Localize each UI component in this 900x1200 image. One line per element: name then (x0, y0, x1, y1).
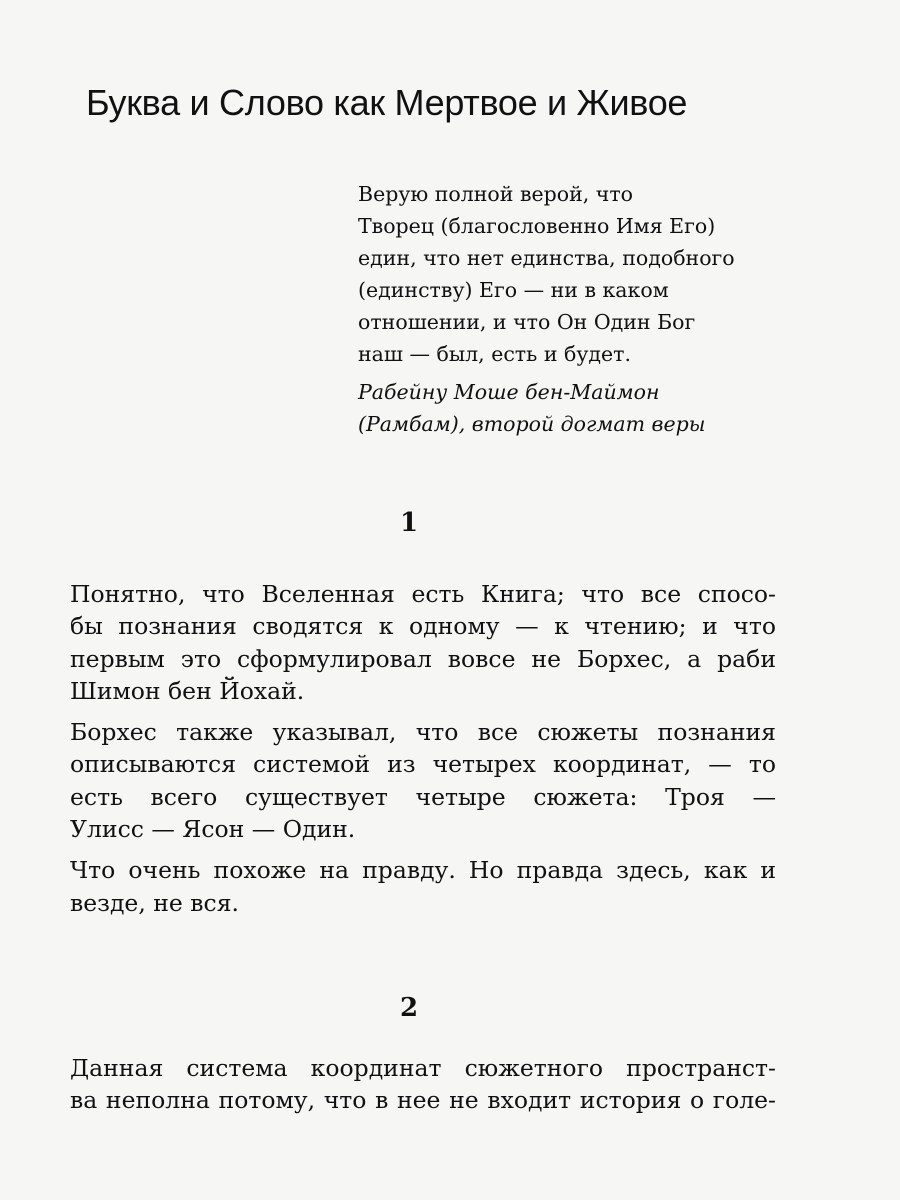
paragraph (70, 716, 776, 845)
epigraph-attribution (358, 376, 778, 440)
epigraph-line: отношении, и что Он Один Бог (358, 310, 696, 334)
section-2-body (70, 1052, 776, 1126)
paragraph (70, 854, 776, 919)
paragraph (70, 1052, 776, 1117)
text-line: Борхес также указывал, что все сюжеты познания (70, 718, 776, 747)
text-line: везде, не вся. (70, 888, 239, 917)
epigraph-line: един, что нет единства, подобного (358, 246, 735, 270)
text-line: первым это сформулировал вовсе не Борхес, а раби (70, 644, 776, 673)
text-line: Что очень похоже на правду. Но правда здесь, как и (70, 856, 776, 885)
section-number: 1 (400, 508, 419, 538)
chapter-title: Буква и Слово как Мертвое и Живое (86, 82, 688, 123)
text-line: Шимон бен Йохай. (70, 676, 305, 705)
epigraph-line: (единству) Его — ни в каком (358, 278, 669, 302)
epigraph-line: Верую полной верой, что (358, 182, 634, 206)
text-line: ва неполна потому, что в нее не входит история о голе- (70, 1086, 776, 1115)
section-number: 2 (400, 993, 419, 1023)
text-line: Данная система координат сюжетного пространст- (70, 1054, 776, 1082)
attribution-line: Рабейну Моше бен-Маймон (358, 380, 660, 404)
text-line: бы познания сводятся к одному — к чтению; и что (70, 612, 776, 641)
paragraph (70, 578, 776, 707)
text-line: описываются системой из четырех координат, — то (70, 750, 776, 779)
epigraph-line: наш — был, есть и будет. (358, 342, 632, 366)
epigraph (358, 178, 778, 440)
text-line: Понятно, что Вселенная есть Книга; что все спосо- (70, 580, 776, 608)
section-1-body (70, 578, 776, 928)
text-line: Улисс — Ясон — Один. (70, 815, 356, 844)
epigraph-line: Творец (благословенно Имя Его) (358, 214, 716, 238)
attribution-line: (Рамбам), второй догмат веры (358, 412, 706, 436)
text-line: есть всего существует четыре сюжета: Троя — (70, 782, 776, 811)
